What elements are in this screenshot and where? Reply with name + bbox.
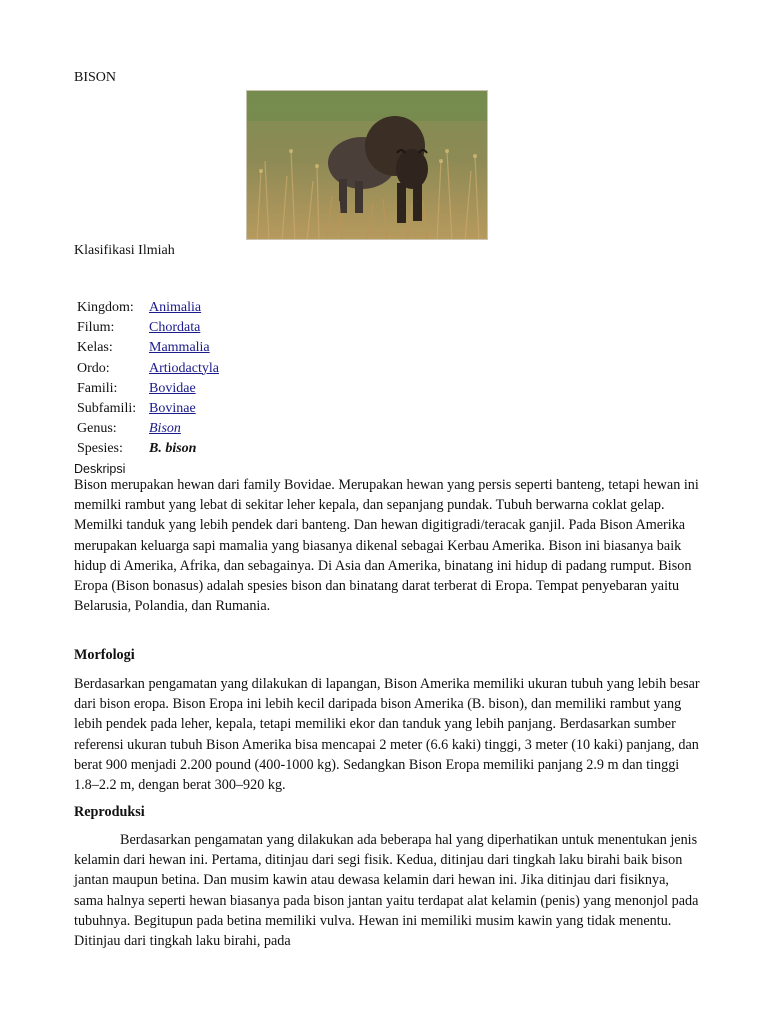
taxonomy-value [149, 338, 219, 358]
taxonomy-rank: Spesies: [77, 441, 123, 457]
taxonomy-link-mammalia[interactable]: Mammalia [149, 340, 210, 356]
taxonomy-link-animalia[interactable]: Animalia [149, 300, 202, 315]
taxonomy-rank: Subfamili: [77, 401, 137, 417]
taxonomy-value [149, 419, 219, 439]
reproduction-paragraph: Berdasarkan pengamatan yang dilakukan ada beberapa hal yang diperhatikan untuk menentukan jenis kelamin dari hewan ini. Pertama, ditinjau dari segi fisik. Kedua, ditinjau dari tingkah laku birahi baik bison jantan maupun betina. Dan musim kawin atau dewasa kelamin dari hewan ini. Jika ditinjau dari fisiknya, sama halnya seperti hewan biasanya pada bison jantan yaitu terdapat alat kelamin (penis) yang menonjol pada tubuhnya. Begitupun pada betina memiliki vulva. Hewan ini memiliki musim kawin yang tidak menentu. Ditinjau dari tingkah laku birahi, pada [74, 832, 699, 950]
taxonomy-rank: Ordo: [77, 360, 110, 376]
document-title: BISON [74, 70, 117, 85]
taxonomy-link-chordata[interactable]: Chordata [149, 320, 201, 336]
taxonomy-rank: Kelas: [77, 340, 113, 356]
taxonomy-link-artiodactyla[interactable]: Artiodactyla [149, 360, 219, 376]
taxonomy-value [149, 359, 219, 379]
taxonomy-row-kingdom [77, 298, 219, 318]
taxonomy-row-genus [77, 419, 219, 439]
taxonomy-link-bison[interactable]: Bison [149, 421, 181, 437]
taxonomy-link-bovidae[interactable]: Bovidae [149, 380, 196, 396]
description-heading: Deskripsi [74, 462, 126, 476]
taxonomy-row-spesies [77, 439, 219, 459]
taxonomy-row-famili [77, 379, 219, 399]
taxonomy-value [149, 318, 219, 338]
description-paragraph: Bison merupakan hewan dari family Bovidae. Merupakan hewan yang persis seperti banteng, tetapi hewan ini memilki rambut yang lebat di sekitar leher kepala, dan sepanjang pundak. Tubuh berwarna coklat gelap. Memilki tanduk yang lebih pendek dari banteng. Dan hewan digitigradi/teracak ganjil. Pada Bison Amerika merupakan keluarga sapi mamalia yang biasanya dikenal sebagai Kerbau Amerika. Bison ini biasanya baik hidup di Amerika, Afrika, dan sebagainya. Di Asia dan Amerika, binatang ini hidup di padang rumput. Bison Eropa (Bison bonasus) adalah spesies bison dan binatang darat terberat di Eropa. Tempat penyebaran yaitu Belarusia, Polandia, dan Rumania. [74, 477, 699, 615]
morphology-heading: Morfologi [74, 647, 135, 663]
taxonomy-rank: Filum: [77, 320, 115, 336]
classification-heading: Klasifikasi Ilmiah [74, 243, 175, 258]
taxonomy-row-ordo [77, 359, 219, 379]
taxonomy-rank: Genus: [77, 421, 117, 437]
reproduction-heading: Reproduksi [74, 804, 145, 820]
taxonomy-table [77, 298, 219, 460]
bison-photo [246, 90, 488, 240]
taxonomy-value [149, 379, 219, 399]
taxonomy-link-bovinae[interactable]: Bovinae [149, 401, 196, 417]
taxonomy-row-kelas [77, 338, 219, 358]
taxonomy-rank: Kingdom: [77, 300, 134, 315]
taxonomy-row-filum [77, 318, 219, 338]
taxonomy-species-value: B. bison [149, 441, 197, 457]
taxonomy-row-subfamili [77, 399, 219, 419]
taxonomy-value [149, 399, 219, 419]
taxonomy-value [149, 298, 219, 318]
morphology-paragraph: Berdasarkan pengamatan yang dilakukan di lapangan, Bison Amerika memiliki ukuran tubuh yang lebih besar dari bison eropa. Bison Eropa ini lebih kecil daripada bison Amerika (B. bison), dan memiliki rambut yang lebih pendek pada leher, kepala, tetapi memiliki ekor dan tanduk yang lebih panjang. Berdasarkan sumber referensi ukuran tubuh Bison Amerika bisa mencapai 2 meter (6.6 kaki) tinggi, 3 meter (10 kaki) panjang, dan berat 900 menjadi 2.200 pound (400-1000 kg). Sedangkan Bison Eropa memiliki panjang 2.9 m dan tinggi 1.8–2.2 m, dengan berat 300–920 kg. [74, 676, 700, 794]
taxonomy-rank: Famili: [77, 380, 118, 396]
